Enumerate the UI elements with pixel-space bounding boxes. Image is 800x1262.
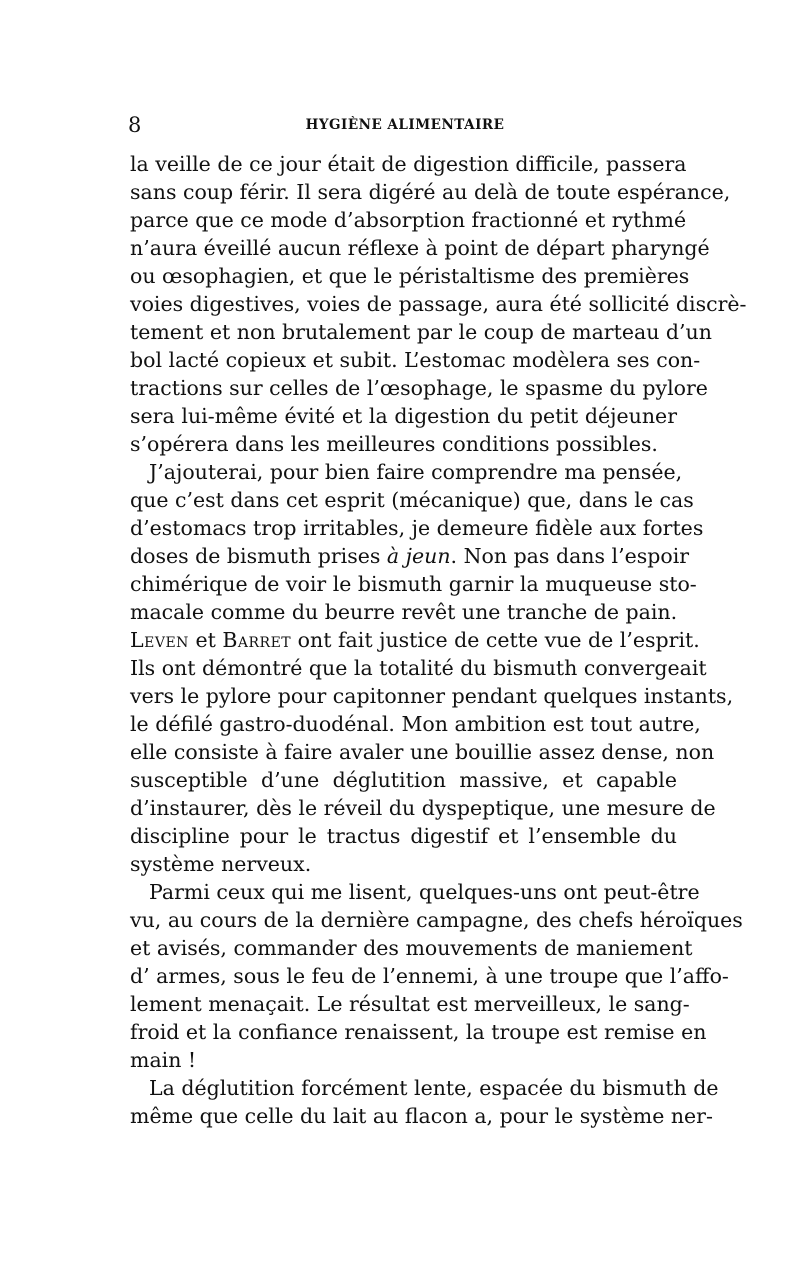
- text-line: que c’est dans cet esprit (mécanique) que, dans le cas: [130, 488, 694, 512]
- text-line: la veille de ce jour était de digestion difficile, passera: [130, 152, 687, 176]
- text-line: parce que ce mode d’absorption fractionné et rythmé: [130, 208, 687, 232]
- text-line: s’opérera dans les meilleures conditions possibles.: [130, 432, 658, 456]
- text-line: susceptible d’une déglutition massive, et capable: [130, 768, 677, 792]
- text-line: vu, au cours de la dernière campagne, des chefs héroïques: [130, 908, 743, 932]
- text-segment: ont fait justice de cette vue de l’esprit.: [291, 628, 700, 652]
- text-segment: et: [188, 628, 223, 652]
- text-line: d’ armes, sous le feu de l’ennemi, à une troupe que l’affo-: [130, 964, 729, 988]
- text-line: main !: [130, 1048, 197, 1072]
- text-line: [130, 542, 690, 570]
- author-name: Leven: [130, 628, 189, 652]
- page-number: 8: [128, 113, 142, 137]
- text-line: discipline pour le tractus digestif et l’ensemble du: [130, 824, 677, 848]
- text-line: sera lui-même évité et la digestion du petit déjeuner: [130, 404, 677, 428]
- text-line: d’estomacs trop irritables, je demeure fidèle aux fortes: [130, 516, 704, 540]
- text-line: n’aura éveillé aucun réflexe à point de départ pharyngé: [130, 236, 710, 260]
- text-line: système nerveux.: [130, 852, 312, 876]
- text-line: La déglutition forcément lente, espacée du bismuth de: [149, 1076, 719, 1100]
- italic-phrase: à jeun: [386, 544, 451, 568]
- text-line: Ils ont démontré que la totalité du bismuth convergeait: [130, 656, 707, 680]
- text-segment: . Non pas dans l’espoir: [450, 544, 690, 568]
- text-line: même que celle du lait au flacon a, pour le système ner-: [130, 1104, 713, 1128]
- text-line: bol lacté copieux et subit. L’estomac modèlera ses con-: [130, 348, 701, 372]
- text-line: macale comme du beurre revêt une tranche de pain.: [130, 600, 678, 624]
- text-line: vers le pylore pour capitonner pendant quelques instants,: [130, 684, 734, 708]
- text-line: elle consiste à faire avaler une bouillie assez dense, non: [130, 740, 715, 764]
- text-line: tement et non brutalement par le coup de marteau d’un: [130, 320, 712, 344]
- text-line: Parmi ceux qui me lisent, quelques-uns ont peut-être: [149, 880, 700, 904]
- text-line: J’ajouterai, pour bien faire comprendre ma pensée,: [149, 460, 683, 484]
- text-line: [130, 626, 700, 654]
- text-line: lement menaçait. Le résultat est merveilleux, le sang-: [130, 992, 690, 1016]
- text-segment: doses de bismuth prises: [130, 544, 387, 568]
- text-line: froid et la confiance renaissent, la troupe est remise en: [130, 1020, 707, 1044]
- running-title: HYGIÈNE ALIMENTAIRE: [305, 117, 505, 133]
- author-name: Barret: [222, 628, 292, 652]
- text-line: voies digestives, voies de passage, aura été sollicité discrè-: [130, 292, 747, 316]
- text-line: tractions sur celles de l’œsophage, le spasme du pylore: [130, 376, 708, 400]
- text-line: chimérique de voir le bismuth garnir la muqueuse sto-: [130, 572, 697, 596]
- text-line: et avisés, commander des mouvements de maniement: [130, 936, 693, 960]
- running-head: [128, 110, 682, 140]
- text-line: sans coup férir. Il sera digéré au delà de toute espérance,: [130, 180, 731, 204]
- text-line: d’instaurer, dès le réveil du dyspeptique, une mesure de: [130, 796, 716, 820]
- text-line: le défilé gastro-duodénal. Mon ambition est tout autre,: [130, 712, 701, 736]
- text-line: ou œsophagien, et que le péristaltisme des premières: [130, 264, 690, 288]
